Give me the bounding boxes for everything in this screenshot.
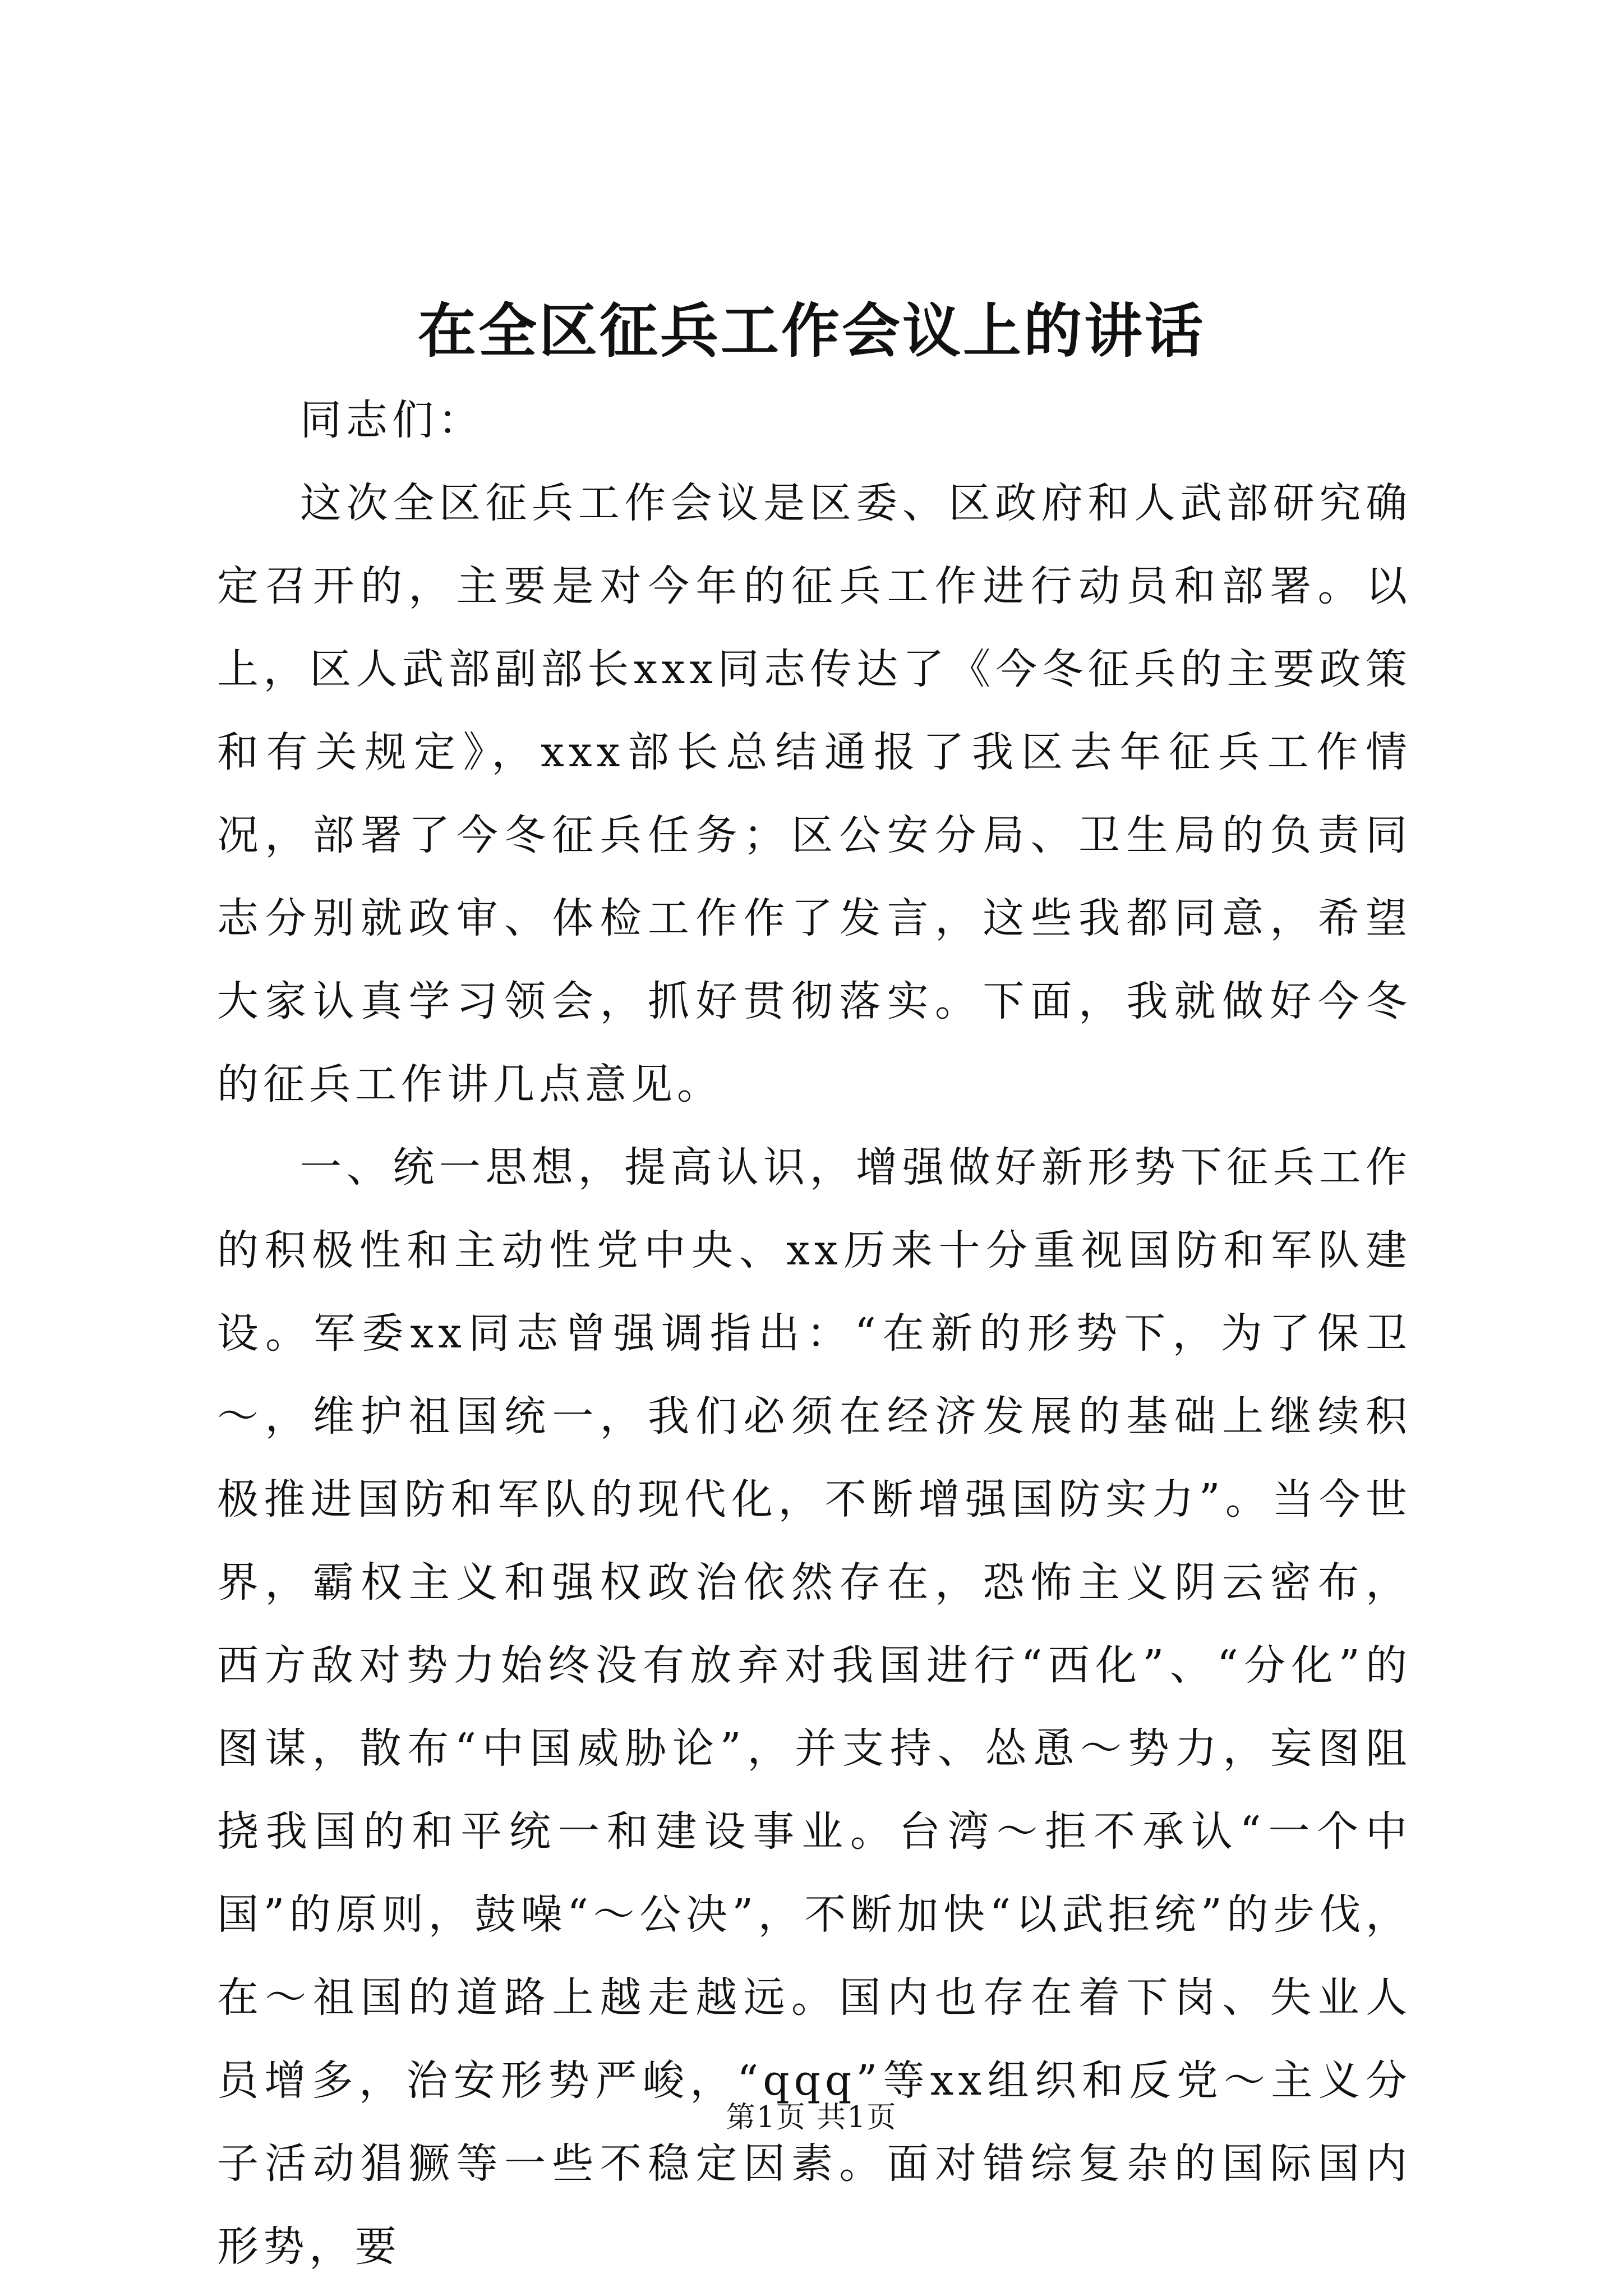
page-footer: 第1页 共1页 — [726, 2101, 897, 2134]
document-body — [217, 379, 1412, 2288]
paragraph-2: 一、统一思想，提高认识，增强做好新形势下征兵工作的积极性和主动性党中央、xx历来十分重视国防和军队建设。军委xx同志曾强调指出：“在新的形势下，为了保卫～，维护祖国统一，我们必须在经济发展的基础上继续积极推进国防和军队的现代化，不断增强国防实力”。当今世界，霸权主义和强权政治依然存在，恐怖主义阴云密布，西方敌对势力始终没有放弃对我国进行“西化”、“分化”的图谋，散布“中国威胁论”，并支持、怂恿～势力，妄图阻挠我国的和平统一和建设事业。台湾～拒不承认“一个中国”的原则，鼓噪“～公决”，不断加快“以武拒统”的步伐，在～祖国的道路上越走越远。国内也存在着下岗、失业人员增多，治安形势严峻，“qqq”等xx组织和反党～主义分子活动猖獗等一些不稳定因素。面对错综复杂的国际国内形势，要 — [217, 1143, 1412, 2271]
document-title: 在全区征兵工作会议上的讲话 — [417, 296, 1205, 365]
paragraph-1: 这次全区征兵工作会议是区委、区政府和人武部研究确定召开的，主要是对今年的征兵工作进行动员和部署。以上，区人武部副部长xxx同志传达了《今冬征兵的主要政策和有关规定》，xxx部长总结通报了我区去年征兵工作情况，部署了今冬征兵任务；区公安分局、卫生局的负责同志分别就政审、体检工作作了发言，这些我都同意，希望大家认真学习领会，抓好贯彻落实。下面，我就做好今冬的征兵工作讲几点意见。 — [217, 479, 1412, 1108]
salutation: 同志们： — [300, 396, 484, 444]
